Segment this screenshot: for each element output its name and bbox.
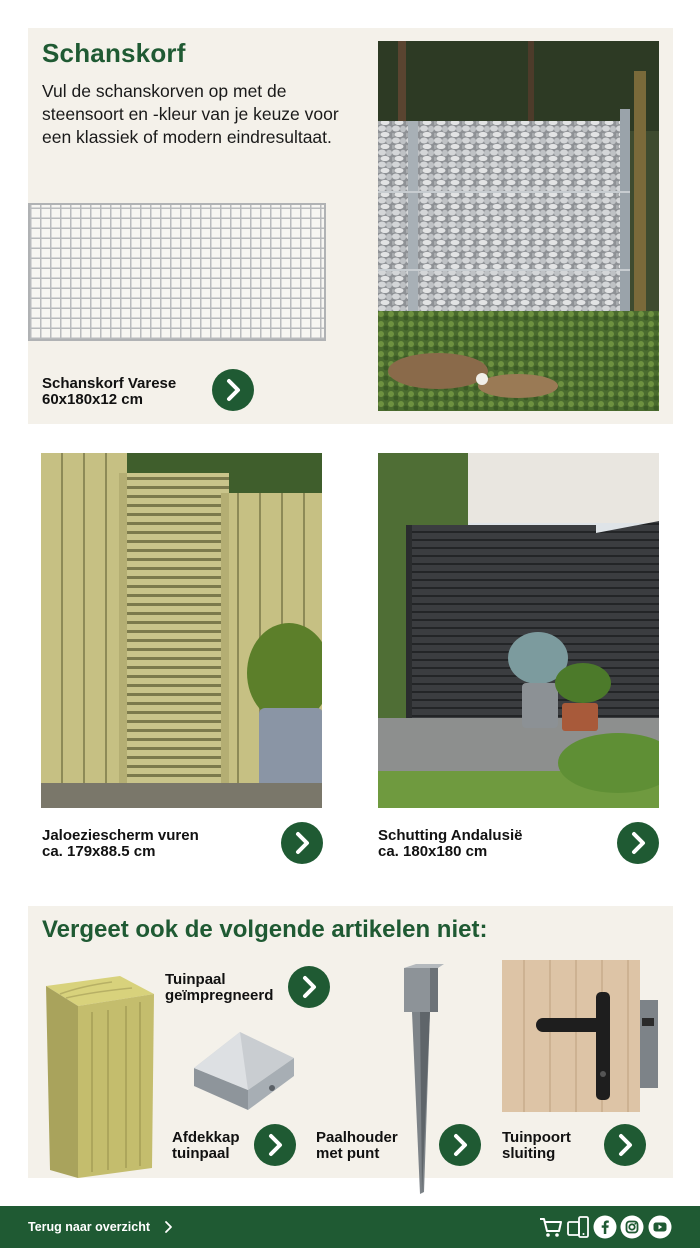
go-button-jaloeziescherm[interactable] xyxy=(281,822,323,864)
schutting-andalusie-photo xyxy=(378,453,659,808)
chevron-right-icon[interactable] xyxy=(164,1220,174,1234)
chevron-right-icon xyxy=(288,966,330,1008)
jaloeziescherm-photo xyxy=(41,453,322,808)
tuinpaal-image xyxy=(42,972,158,1182)
item-name-paalhouder: Paalhouder met punt xyxy=(316,1129,398,1162)
go-button-tuinpoort-sluiting[interactable] xyxy=(604,1124,646,1166)
youtube-icon[interactable] xyxy=(648,1215,672,1239)
afdekkap-image xyxy=(180,1028,300,1114)
product-name-schanskorf-varese: Schanskorf Varese 60x180x12 cm xyxy=(42,375,177,408)
go-button-schanskorf-varese[interactable] xyxy=(212,369,254,411)
product-name-schutting-andalusie: Schutting Andalusië ca. 180x180 cm xyxy=(378,827,523,860)
chevron-right-icon xyxy=(604,1124,646,1166)
mobile-app-icon[interactable] xyxy=(566,1215,590,1239)
paalhouder-image xyxy=(400,964,444,1198)
facebook-icon[interactable] xyxy=(593,1215,617,1239)
tuinpoort-sluiting-image xyxy=(502,960,660,1112)
back-to-overview-link[interactable]: Terug naar overzicht xyxy=(28,1220,151,1234)
go-button-paalhouder[interactable] xyxy=(439,1124,481,1166)
item-name-tuinpaal: Tuinpaal geïmpregneerd xyxy=(165,971,274,1004)
go-button-afdekkap[interactable] xyxy=(254,1124,296,1166)
product-name-jaloeziescherm: Jaloeziescherm vuren ca. 179x88.5 cm xyxy=(42,827,199,860)
schanskorf-description: Vul de schanskorven op met de steensoort en -kleur van je keuze voor een klassiek of modern eindresultaat. xyxy=(42,81,339,147)
chevron-right-icon xyxy=(254,1124,296,1166)
schanskorf-mesh-image xyxy=(28,203,326,341)
cart-icon[interactable] xyxy=(539,1215,563,1239)
chevron-right-icon xyxy=(617,822,659,864)
item-name-tuinpoort-sluiting: Tuinpoort sluiting xyxy=(502,1129,571,1162)
section-title-accessories: Vergeet ook de volgende artikelen niet: xyxy=(42,916,488,943)
gabion-wall-photo xyxy=(378,41,659,411)
go-button-tuinpaal[interactable] xyxy=(288,966,330,1008)
chevron-right-icon xyxy=(439,1124,481,1166)
chevron-right-icon xyxy=(212,369,254,411)
go-button-schutting-andalusie[interactable] xyxy=(617,822,659,864)
item-name-afdekkap: Afdekkap tuinpaal xyxy=(172,1129,240,1162)
instagram-icon[interactable] xyxy=(620,1215,644,1239)
section-title-schanskorf: Schanskorf xyxy=(42,38,186,68)
chevron-right-icon xyxy=(281,822,323,864)
